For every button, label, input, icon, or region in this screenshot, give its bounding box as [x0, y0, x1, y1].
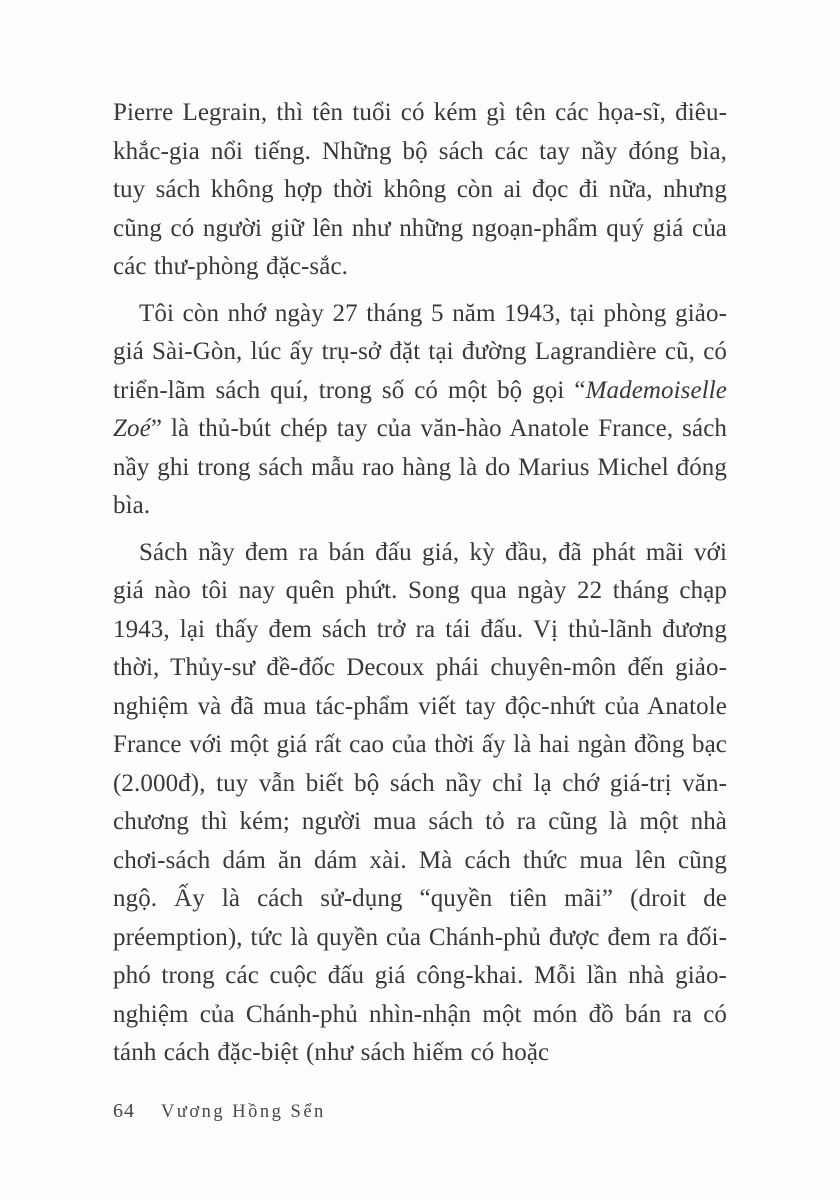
paragraph-1: Pierre Legrain, thì tên tuổi có kém gì tên các họa-sĩ, điêu-khắc-gia nổi tiếng. Những bộ sách các tay nầy đóng bìa, tuy sách không hợp thời không còn ai đọc đi nữa, nhưng cũng có người giữ lên như những ngoạn-phẩm quý giá của các thư-phòng đặc-sắc.	[113, 99, 727, 280]
running-footer-author: Vương Hồng Sển	[161, 1102, 326, 1122]
paragraph-2-text-before: Tôi còn nhớ ngày 27 tháng 5 năm 1943, tại phòng giảo-giá Sài-Gòn, lúc ấy trụ-sở đặt tại đường Lagrandière cũ, có triển-lãm sách quí, trong số có một bộ gọi “	[113, 299, 727, 404]
paragraph-3: Sách nầy đem ra bán đấu giá, kỳ đầu, đã phát mãi với giá nào tôi nay quên phứt. Song qua ngày 22 tháng chạp 1943, lại thấy đem sách trở ra tái đấu. Vị thủ-lãnh đương thời, Thủy-sư đề-đốc Decoux phái chuyên-môn đến giảo-nghiệm và đã mua tác-phẩm viết tay độc-nhứt của Anatole France với một giá rất cao của thời ấy là hai ngàn đồng bạc (2.000đ), tuy vẫn biết bộ sách nầy chỉ lạ chớ giá-trị văn-chương thì kém; người mua sách tỏ ra cũng là một nhà chơi-sách dám ăn dám xài. Mà cách thức mua lên cũng ngộ. Ấy là cách sử-dụng “quyền tiên mãi” (droit de préemption), tức là quyền của Chánh-phủ được đem ra đối-phó trong các cuộc đấu giá công-khai. Mỗi lần nhà giảo-nghiệm của Chánh-phủ nhìn-nhận một món đồ bán ra có tánh cách đặc-biệt (như sách hiếm có hoặc	[113, 538, 727, 1066]
page-number: 64	[113, 1100, 135, 1122]
book-title-italic: Mademoiselle Zoé	[113, 376, 727, 442]
paragraph-2	[113, 295, 727, 526]
paragraph-2-text-after: ” là thủ-bút chép tay của văn-hào Anatole France, sách nầy ghi trong sách mẫu rao hàng là do Marius Michel đóng bìa.	[113, 415, 727, 519]
text-block	[113, 94, 727, 1073]
page-footer	[113, 1100, 727, 1123]
